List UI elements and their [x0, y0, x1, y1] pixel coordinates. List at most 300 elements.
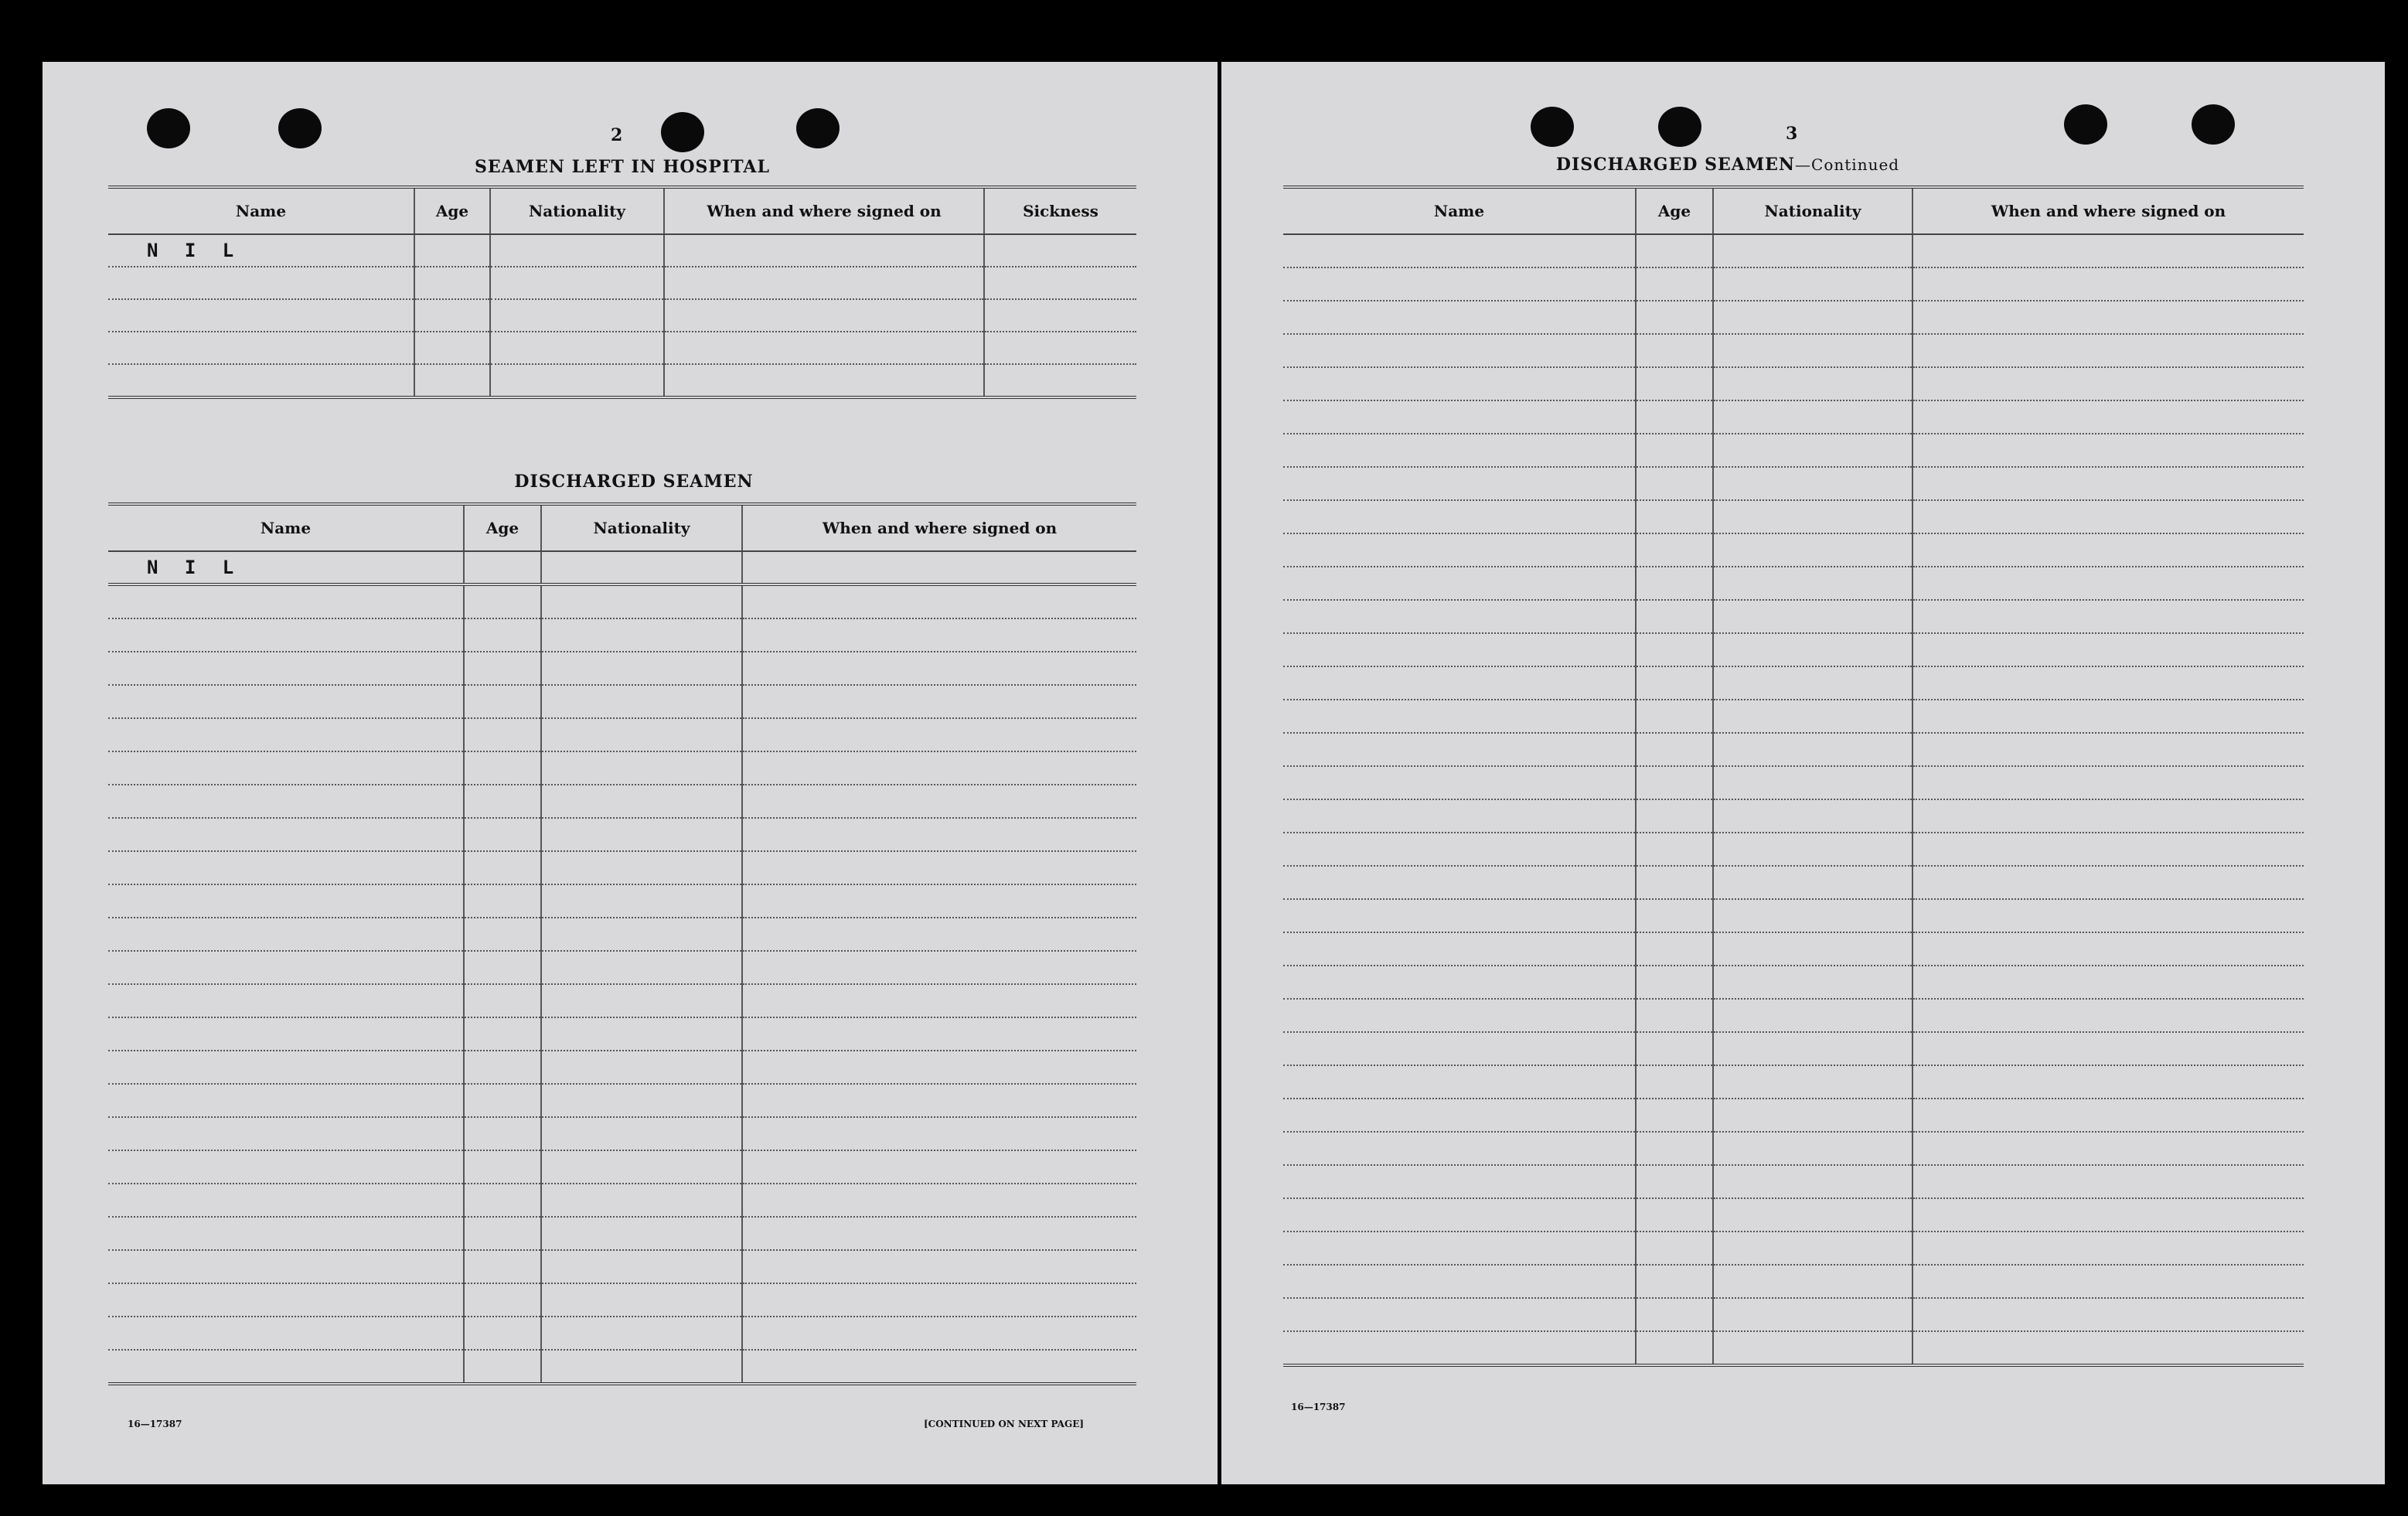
- blank-cell: [1912, 1298, 2304, 1331]
- table-row: [1283, 1032, 2304, 1065]
- blank-cell: [1283, 799, 1636, 833]
- blank-cell: [108, 818, 464, 851]
- blank-cell: [742, 1250, 1136, 1283]
- table-row: [1283, 434, 2304, 467]
- table-row: [108, 234, 1136, 267]
- blank-cell: [1283, 1132, 1636, 1165]
- column-header: When and where signed on: [1912, 187, 2304, 234]
- blank-cell: [1283, 1298, 1636, 1331]
- blank-cell: [1636, 866, 1713, 899]
- blank-cell: [742, 751, 1136, 785]
- table-row: [1283, 833, 2304, 866]
- table-row: [108, 951, 1136, 984]
- blank-cell: [1283, 267, 1636, 301]
- blank-cell: [541, 1283, 742, 1317]
- cell-sickness: [984, 234, 1136, 267]
- blank-cell: [1636, 1032, 1713, 1065]
- right-page: [1221, 62, 2385, 1484]
- blank-cell: [541, 918, 742, 951]
- column-header: Nationality: [1713, 187, 1912, 234]
- column-header: Sickness: [984, 187, 1136, 234]
- blank-cell: [541, 1117, 742, 1150]
- table-row: [108, 685, 1136, 718]
- table-row: [1283, 733, 2304, 766]
- table-row: [1283, 999, 2304, 1032]
- blank-cell: [1713, 500, 1912, 533]
- blank-cell: [1636, 766, 1713, 799]
- hospital-section-title: SEAMEN LEFT IN HOSPITAL: [475, 157, 770, 177]
- blank-cell: [108, 685, 464, 718]
- blank-cell: [1283, 899, 1636, 932]
- blank-cell: [1713, 700, 1912, 733]
- cell-name: N I L: [108, 234, 414, 267]
- blank-cell: [1912, 301, 2304, 334]
- blank-cell: [108, 718, 464, 751]
- blank-cell: [464, 1150, 541, 1184]
- blank-cell: [1713, 833, 1912, 866]
- blank-cell: [1713, 334, 1912, 367]
- blank-cell: [541, 1051, 742, 1084]
- blank-cell: [1912, 932, 2304, 966]
- cell-nationality: [541, 551, 742, 584]
- blank-cell: [742, 1051, 1136, 1084]
- blank-cell: [1912, 866, 2304, 899]
- table-row: [1283, 1065, 2304, 1099]
- blank-cell: [1636, 1065, 1713, 1099]
- table-row: [108, 1317, 1136, 1350]
- blank-cell: [1636, 1298, 1713, 1331]
- blank-cell: [1636, 567, 1713, 600]
- blank-cell: [1283, 301, 1636, 334]
- blank-cell: [541, 1184, 742, 1217]
- table-row: [1283, 899, 2304, 932]
- blank-cell: [1912, 999, 2304, 1032]
- blank-cell: [1636, 533, 1713, 567]
- blank-cell: [1636, 467, 1713, 500]
- table-row: [1283, 666, 2304, 700]
- column-header: Nationality: [541, 504, 742, 551]
- table-row: [1283, 1298, 2304, 1331]
- blank-cell: [1912, 1265, 2304, 1298]
- table-row: [108, 299, 1136, 332]
- blank-cell: [464, 818, 541, 851]
- blank-cell: [1713, 932, 1912, 966]
- blank-cell: [1636, 1331, 1713, 1365]
- blank-cell: [1713, 899, 1912, 932]
- table-row: [1283, 966, 2304, 999]
- blank-cell: [1713, 600, 1912, 633]
- blank-cell: [108, 1317, 464, 1350]
- table-row: [108, 618, 1136, 652]
- table-row: [1283, 1099, 2304, 1132]
- punch-hole: [2064, 104, 2107, 145]
- blank-cell: [1283, 334, 1636, 367]
- blank-cell: [1283, 966, 1636, 999]
- blank-cell: [541, 1250, 742, 1283]
- blank-cell: [1283, 1165, 1636, 1198]
- table-header-row: [1283, 187, 2304, 234]
- table-row: [108, 851, 1136, 884]
- blank-cell: [1912, 633, 2304, 666]
- table-row: [1283, 400, 2304, 434]
- blank-cell: [1283, 434, 1636, 467]
- blank-cell: [742, 718, 1136, 751]
- table-row: [108, 1051, 1136, 1084]
- blank-cell: [1283, 600, 1636, 633]
- blank-cell: [742, 584, 1136, 618]
- table-row: [1283, 1198, 2304, 1232]
- blank-cell: [1713, 1198, 1912, 1232]
- blank-cell: [1713, 999, 1912, 1032]
- column-header: When and where signed on: [742, 504, 1136, 551]
- blank-cell: [1713, 1065, 1912, 1099]
- continued-note: [CONTINUED ON NEXT PAGE]: [924, 1419, 1085, 1429]
- cell-age: [464, 551, 541, 584]
- blank-cell: [1636, 600, 1713, 633]
- blank-cell: [1636, 833, 1713, 866]
- blank-cell: [464, 618, 541, 652]
- blank-cell: [742, 918, 1136, 951]
- blank-cell: [1636, 733, 1713, 766]
- blank-cell: [108, 1117, 464, 1150]
- blank-cell: [108, 1217, 464, 1250]
- blank-cell: [464, 1117, 541, 1150]
- blank-cell: [464, 851, 541, 884]
- blank-cell: [541, 1084, 742, 1117]
- blank-cell: [108, 618, 464, 652]
- blank-cell: [1912, 434, 2304, 467]
- blank-cell: [742, 951, 1136, 984]
- blank-cell: [541, 718, 742, 751]
- blank-cell: [1912, 467, 2304, 500]
- blank-cell: [1912, 799, 2304, 833]
- blank-cell: [1636, 700, 1713, 733]
- blank-cell: [1912, 766, 2304, 799]
- blank-cell: [1713, 301, 1912, 334]
- blank-cell: [464, 918, 541, 951]
- punch-hole: [1658, 107, 1701, 147]
- form-number: 16—17387: [128, 1419, 182, 1429]
- blank-cell: [541, 652, 742, 685]
- blank-cell: [1636, 1165, 1713, 1198]
- blank-cell: [1636, 966, 1713, 999]
- blank-cell: [108, 751, 464, 785]
- blank-cell: [1713, 467, 1912, 500]
- blank-cell: [1283, 533, 1636, 567]
- blank-cell: [742, 884, 1136, 918]
- blank-cell: [1713, 267, 1912, 301]
- title-text: DISCHARGED SEAMEN: [1555, 155, 1796, 175]
- table-row: [1283, 467, 2304, 500]
- blank-cell: [1636, 367, 1713, 400]
- table-row: [1283, 1132, 2304, 1165]
- blank-cell: [1283, 666, 1636, 700]
- blank-cell: [464, 1350, 541, 1384]
- blank-cell: [1636, 1132, 1713, 1165]
- table-header-row: [108, 187, 1136, 234]
- table-row: [108, 364, 1136, 397]
- blank-cell: [1912, 600, 2304, 633]
- table-row: [1283, 799, 2304, 833]
- blank-cell: [108, 1350, 464, 1384]
- blank-cell: [1636, 234, 1713, 267]
- table-row: [1283, 500, 2304, 533]
- blank-cell: [541, 951, 742, 984]
- blank-cell: [742, 1017, 1136, 1051]
- column-header: Nationality: [490, 187, 664, 234]
- blank-cell: [108, 1051, 464, 1084]
- blank-cell: [108, 1084, 464, 1117]
- blank-cell: [464, 785, 541, 818]
- blank-cell: [1713, 766, 1912, 799]
- form-number: 16—17387: [1291, 1402, 1346, 1412]
- blank-cell: [541, 751, 742, 785]
- blank-cell: [108, 851, 464, 884]
- table-row: [1283, 633, 2304, 666]
- blank-cell: [464, 652, 541, 685]
- blank-cell: [108, 984, 464, 1017]
- table-row: [108, 718, 1136, 751]
- blank-cell: [1713, 1099, 1912, 1132]
- blank-cell: [742, 1317, 1136, 1350]
- blank-cell: [108, 884, 464, 918]
- blank-cell: [541, 1150, 742, 1184]
- blank-cell: [1283, 999, 1636, 1032]
- blank-cell: [1636, 1232, 1713, 1265]
- blank-cell: [1636, 799, 1713, 833]
- blank-cell: [1283, 932, 1636, 966]
- table-row: [1283, 600, 2304, 633]
- blank-cell: [1283, 467, 1636, 500]
- hospital-table: [108, 186, 1136, 399]
- punch-hole: [796, 108, 840, 148]
- blank-cell: [108, 1283, 464, 1317]
- blank-cell: [1713, 666, 1912, 700]
- blank-cell: [1713, 633, 1912, 666]
- blank-cell: [541, 785, 742, 818]
- blank-cell: [1636, 1099, 1713, 1132]
- column-header: Age: [414, 187, 490, 234]
- blank-cell: [464, 951, 541, 984]
- blank-cell: [1283, 1032, 1636, 1065]
- discharged-section-title: DISCHARGED SEAMEN: [514, 472, 754, 492]
- blank-cell: [464, 1317, 541, 1350]
- blank-cell: [1912, 700, 2304, 733]
- blank-cell: [742, 618, 1136, 652]
- blank-cell: [1912, 1099, 2304, 1132]
- blank-cell: [1283, 1232, 1636, 1265]
- cell-name: N I L: [108, 551, 464, 584]
- blank-cell: [1283, 866, 1636, 899]
- blank-cell: [1912, 1132, 2304, 1165]
- blank-cell: [541, 884, 742, 918]
- blank-cell: [1912, 733, 2304, 766]
- blank-cell: [541, 1217, 742, 1250]
- blank-cell: [742, 785, 1136, 818]
- table-row: [108, 751, 1136, 785]
- table-row: [1283, 766, 2304, 799]
- blank-cell: [541, 851, 742, 884]
- discharged-continued-title: [1221, 155, 2234, 175]
- blank-cell: [541, 984, 742, 1017]
- table-row: [108, 1350, 1136, 1384]
- table-row: [1283, 367, 2304, 400]
- blank-cell: [742, 1283, 1136, 1317]
- blank-cell: [108, 1150, 464, 1184]
- blank-cell: [108, 584, 464, 618]
- punch-hole: [1531, 107, 1574, 147]
- blank-cell: [742, 1217, 1136, 1250]
- blank-cell: [1713, 1132, 1912, 1165]
- blank-cell: [108, 951, 464, 984]
- blank-cell: [1912, 567, 2304, 600]
- blank-cell: [742, 1117, 1136, 1150]
- blank-cell: [742, 984, 1136, 1017]
- blank-cell: [108, 1250, 464, 1283]
- column-header: Age: [464, 504, 541, 551]
- blank-cell: [1636, 500, 1713, 533]
- blank-cell: [464, 1084, 541, 1117]
- table-row: [1283, 567, 2304, 600]
- blank-cell: [1912, 500, 2304, 533]
- table-row: [1283, 334, 2304, 367]
- blank-cell: [464, 1051, 541, 1084]
- punch-hole: [2192, 104, 2235, 145]
- blank-cell: [1636, 400, 1713, 434]
- table-row: [108, 1117, 1136, 1150]
- column-header: Name: [108, 187, 414, 234]
- table-row: [1283, 1232, 2304, 1265]
- blank-cell: [1713, 1232, 1912, 1265]
- blank-cell: [1636, 932, 1713, 966]
- blank-cell: [541, 685, 742, 718]
- table-row: [108, 584, 1136, 618]
- blank-cell: [541, 618, 742, 652]
- blank-cell: [742, 1184, 1136, 1217]
- discharged-table: [108, 502, 1136, 1385]
- blank-cell: [1636, 666, 1713, 700]
- blank-cell: [1283, 1331, 1636, 1365]
- table-row: [1283, 301, 2304, 334]
- table-row: [1283, 533, 2304, 567]
- blank-cell: [1713, 234, 1912, 267]
- blank-cell: [464, 685, 541, 718]
- table-row: [108, 1084, 1136, 1117]
- table-row: [108, 1017, 1136, 1051]
- blank-cell: [464, 1283, 541, 1317]
- table-row: [1283, 1165, 2304, 1198]
- blank-cell: [1283, 633, 1636, 666]
- blank-cell: [1912, 1165, 2304, 1198]
- blank-cell: [1713, 733, 1912, 766]
- cell-nationality: [490, 234, 664, 267]
- blank-cell: [1912, 533, 2304, 567]
- blank-cell: [1912, 899, 2304, 932]
- cell-signed-on: [742, 551, 1136, 584]
- blank-cell: [464, 584, 541, 618]
- blank-cell: [541, 1317, 742, 1350]
- blank-cell: [1713, 533, 1912, 567]
- table-row: [108, 551, 1136, 584]
- blank-cell: [1713, 1165, 1912, 1198]
- blank-cell: [1636, 334, 1713, 367]
- blank-cell: [1912, 267, 2304, 301]
- blank-cell: [1713, 866, 1912, 899]
- blank-cell: [742, 1150, 1136, 1184]
- blank-cell: [1636, 999, 1713, 1032]
- page-number: 3: [1786, 124, 1798, 144]
- blank-cell: [1636, 434, 1713, 467]
- blank-cell: [1912, 1032, 2304, 1065]
- table-row: [1283, 1331, 2304, 1365]
- blank-cell: [464, 1250, 541, 1283]
- blank-cell: [1912, 400, 2304, 434]
- table-row: [108, 332, 1136, 364]
- cell-signed-on: [664, 234, 984, 267]
- blank-cell: [1283, 500, 1636, 533]
- blank-cell: [1283, 234, 1636, 267]
- blank-cell: [742, 685, 1136, 718]
- blank-cell: [1912, 833, 2304, 866]
- blank-cell: [1283, 1065, 1636, 1099]
- blank-cell: [108, 652, 464, 685]
- punch-hole: [661, 112, 704, 152]
- table-row: [108, 1150, 1136, 1184]
- blank-cell: [108, 1184, 464, 1217]
- blank-cell: [541, 1350, 742, 1384]
- blank-cell: [1912, 334, 2304, 367]
- blank-cell: [1713, 1331, 1912, 1365]
- column-header: Age: [1636, 187, 1713, 234]
- table-row: [1283, 1265, 2304, 1298]
- blank-cell: [108, 785, 464, 818]
- table-row: [108, 785, 1136, 818]
- table-row: [1283, 234, 2304, 267]
- column-header: When and where signed on: [664, 187, 984, 234]
- blank-cell: [742, 851, 1136, 884]
- blank-cell: [541, 584, 742, 618]
- blank-cell: [1283, 1198, 1636, 1232]
- table-row: [108, 1283, 1136, 1317]
- left-page: [43, 62, 1218, 1484]
- blank-cell: [1912, 666, 2304, 700]
- blank-cell: [1283, 367, 1636, 400]
- blank-cell: [1713, 1298, 1912, 1331]
- blank-cell: [1283, 400, 1636, 434]
- blank-cell: [1713, 367, 1912, 400]
- column-header: Name: [108, 504, 464, 551]
- table-row: [108, 1184, 1136, 1217]
- blank-cell: [1713, 567, 1912, 600]
- table-row: [1283, 267, 2304, 301]
- table-row: [108, 1250, 1136, 1283]
- table-row: [108, 652, 1136, 685]
- discharged-table-continued: [1283, 186, 2304, 1367]
- table-row: [108, 267, 1136, 299]
- page-number: 2: [611, 125, 623, 145]
- table-row: [108, 918, 1136, 951]
- blank-cell: [464, 1184, 541, 1217]
- blank-cell: [1636, 1198, 1713, 1232]
- blank-cell: [1636, 1265, 1713, 1298]
- blank-cell: [1636, 633, 1713, 666]
- blank-cell: [464, 984, 541, 1017]
- blank-cell: [742, 652, 1136, 685]
- table-row: [1283, 866, 2304, 899]
- blank-cell: [1912, 966, 2304, 999]
- blank-cell: [464, 1017, 541, 1051]
- blank-cell: [464, 1217, 541, 1250]
